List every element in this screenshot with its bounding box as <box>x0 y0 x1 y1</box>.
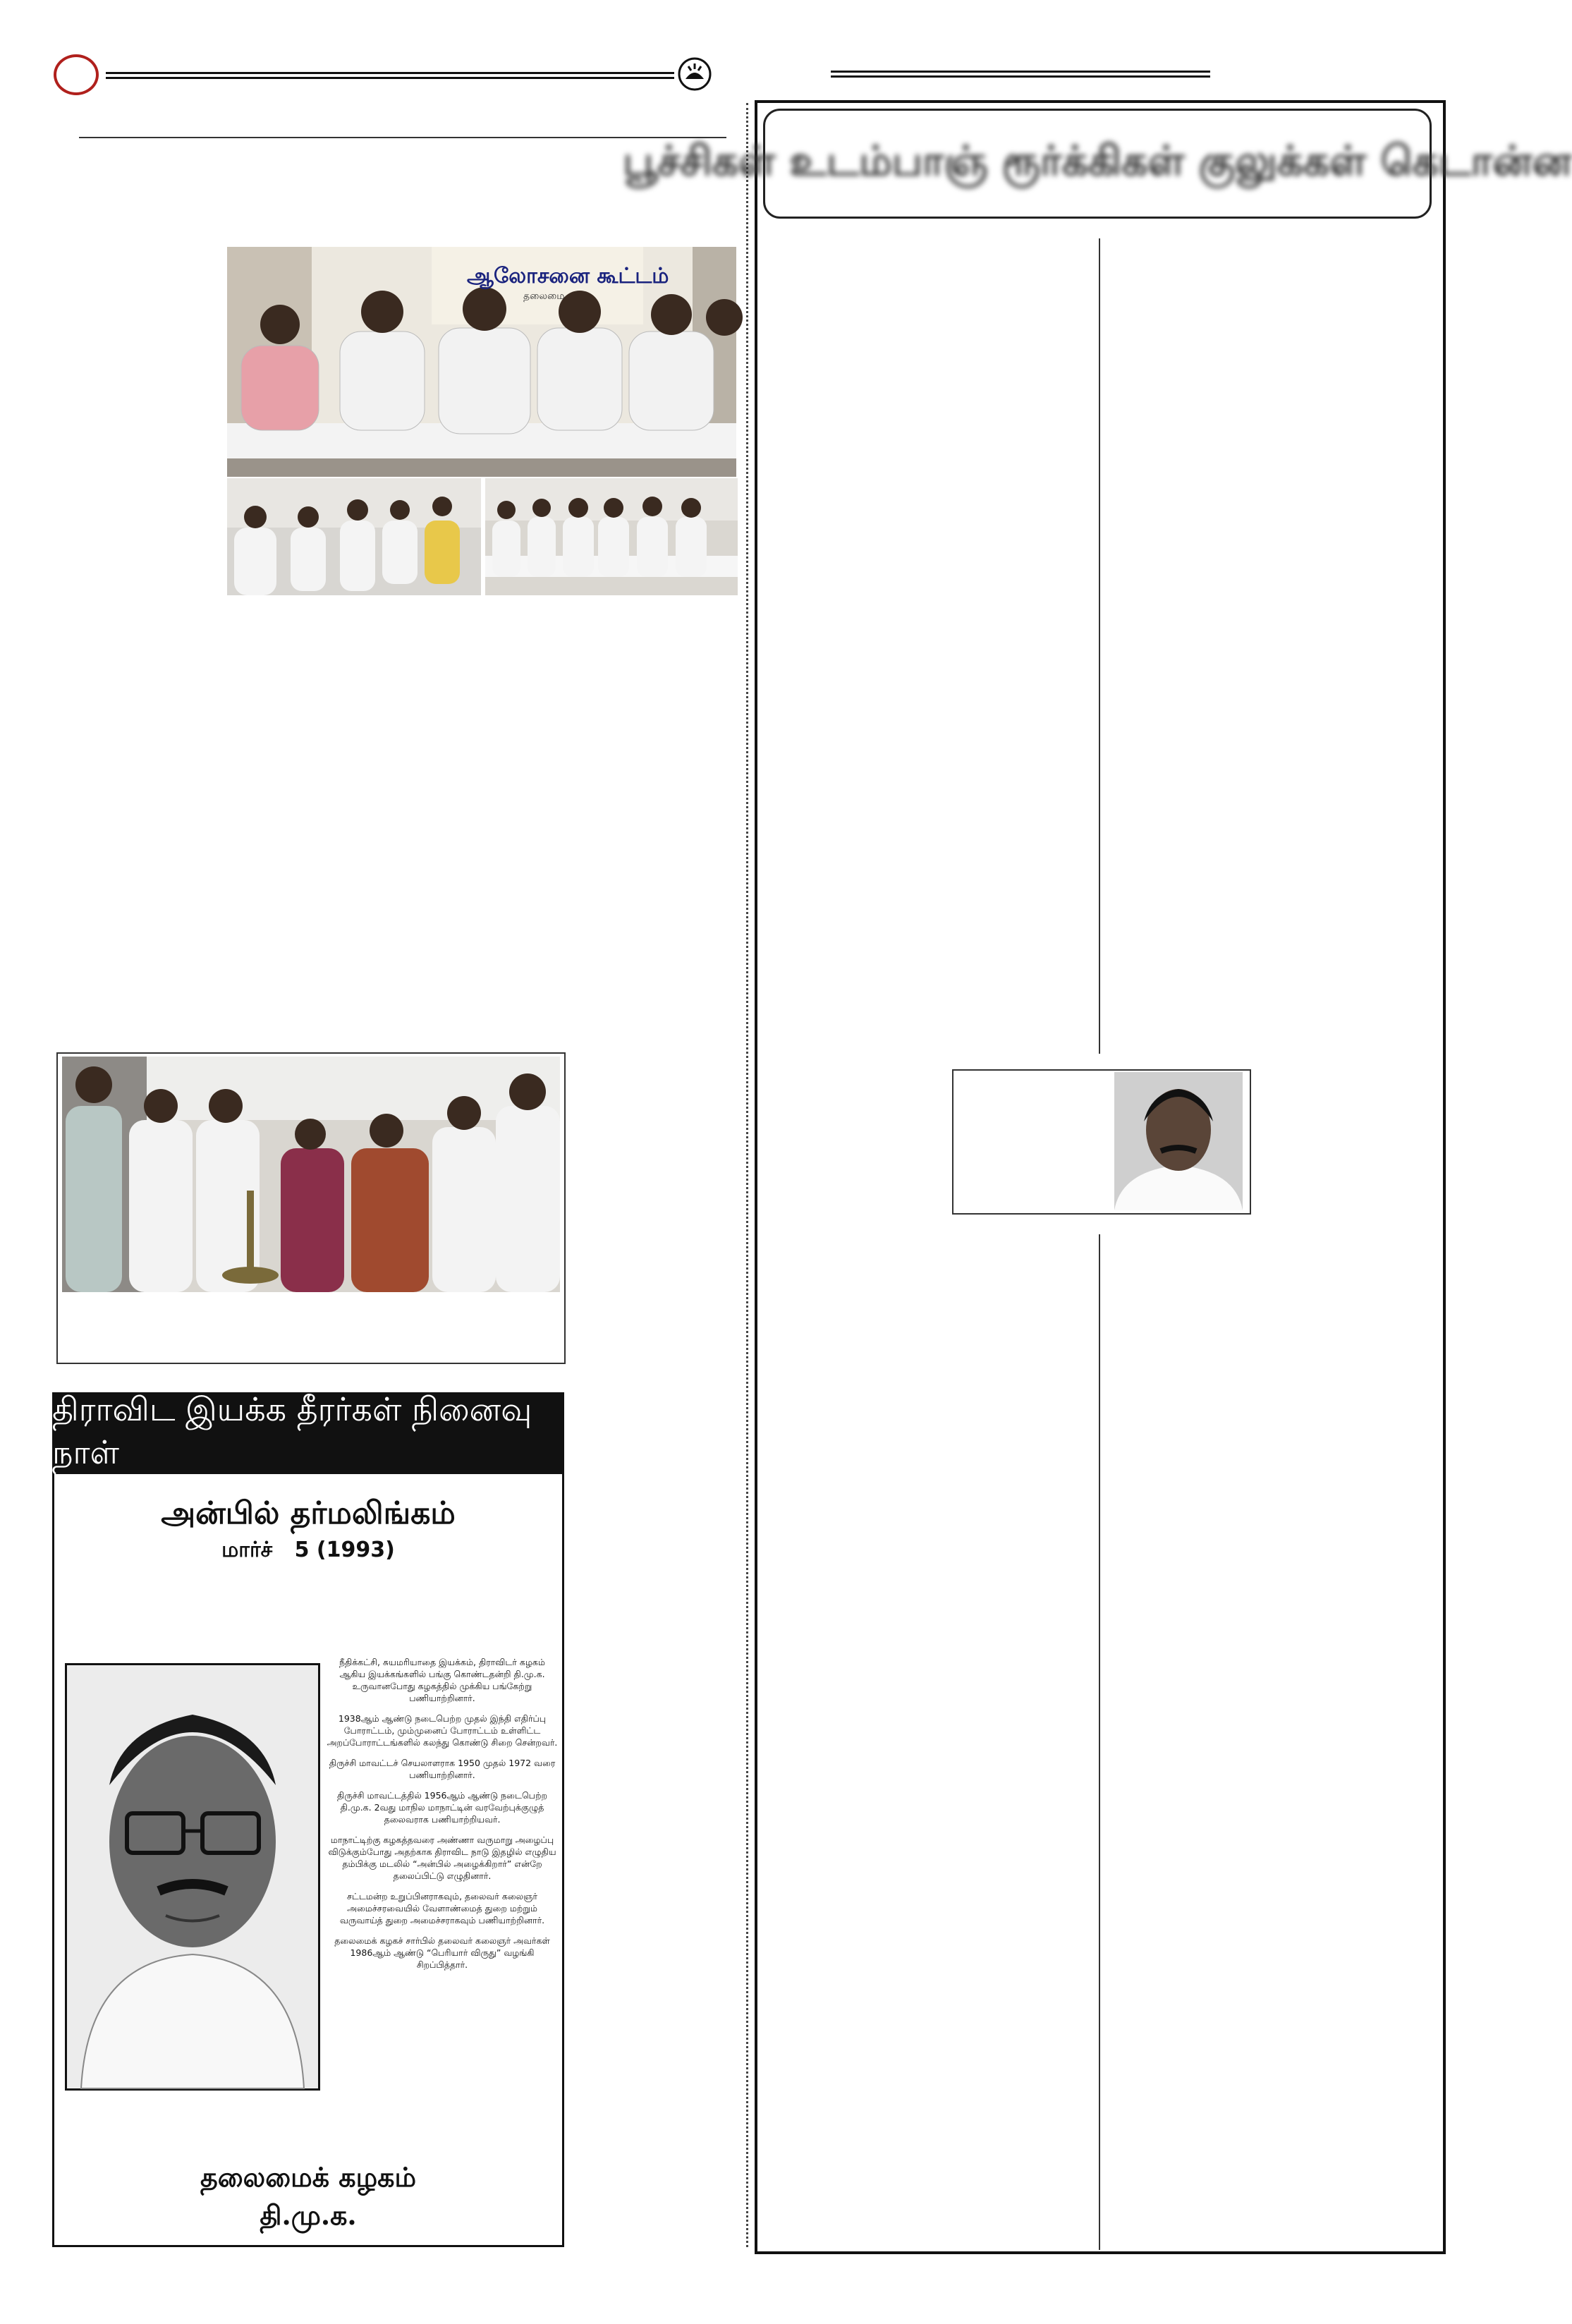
right-header-rule <box>831 71 1210 78</box>
bio-paragraph: திருச்சி மாவட்டச் செயலாளராக 1950 முதல் 1972 வரை பணியாற்றினார். <box>329 1758 556 1780</box>
memorial-sign-2: தி.மு.க. <box>260 2199 357 2231</box>
meeting-banner-subline: தலைமை <box>523 291 565 302</box>
meeting-banner-headline: ஆலோசனை கூட்டம் <box>467 264 669 288</box>
memorial-banner-text: திராவிட இயக்க தீரர்கள் நினைவு நாள் <box>52 1390 532 1471</box>
lamp-lighting-photo <box>62 1057 560 1292</box>
memorial-banner <box>52 1392 564 1474</box>
right-column-divider-bottom <box>1099 1234 1100 2250</box>
memorial-bio <box>326 1656 559 1979</box>
meeting-photo-right <box>485 478 738 595</box>
masthead-rule <box>106 72 674 79</box>
page-marker-icon <box>54 54 99 95</box>
bio-paragraph: 1938ஆம் ஆண்டு நடைபெற்ற முதல் இந்தி எதிர்ப்பு போராட்டம், மும்முனைப் போராட்டம் உள்ளிட்ட அறப்போராட்டங்களில் கலந்து கொண்டு சிறை சென்றவர். <box>327 1713 558 1748</box>
bio-paragraph: சட்டமன்ற உறுப்பினராகவும், தலைவர் கலைஞர் அமைச்சரவையில் வேளாண்மைத் துறை மற்றும் வருவாய்த் துறை அமைச்சராகவும் பணியாற்றினார். <box>339 1891 545 1925</box>
bio-paragraph: திருச்சி மாவட்டத்தில் 1956ஆம் ஆண்டு நடைபெற்ற தி.மு.க. 2வது மாநில மாநாட்டின் வரவேற்புக்குழுத் தலைவராக பணியாற்றியவர். <box>336 1790 548 1825</box>
column-dotted-separator <box>746 103 748 2247</box>
right-title-box <box>623 109 1572 219</box>
memorial-sign-1: தலைமைக் கழகம் <box>200 2161 417 2193</box>
bio-paragraph: மாநாட்டிற்கு கழகத்தவரை அண்ணா வருமாறு அழைப்பு விடுக்கும்போது அதற்காக திராவிட நாடு இதழில் எழுதிய தம்பிக்கு மடலில் “அன்பில் அழைக்கிறார்” என்றே தலைப்பிட்டு எழுதினார். <box>328 1835 556 1881</box>
bio-paragraph: நீதிக்கட்சி, சுயமரியாதை இயக்கம், திராவிடர் கழகம் ஆகிய இயக்கங்களில் பங்கு கொண்டதன்றி தி.மு.க. உருவானபோது கழகத்தில் முக்கிய பங்கேற்று பணியாற்றினார். <box>339 1657 545 1703</box>
memorial-portrait <box>65 1663 320 2091</box>
meeting-photo-main <box>227 247 736 477</box>
memorial-name: அன்பில் தர்மலிங்கம் <box>161 1495 456 1531</box>
memorial-date: மார்ச் 5 (1993) <box>221 1538 395 1562</box>
bio-paragraph: தலைமைக் கழகச் சார்பில் தலைவர் கலைஞர் அவர்கள் 1986ஆம் ஆண்டு “பெரியார் விருது” வழங்கி சிறப்பித்தார். <box>334 1935 550 1970</box>
meeting-photo-left <box>227 478 481 595</box>
right-column-divider-top <box>1099 238 1100 1054</box>
right-title-text: பூச்சிகள் உடம்பாஞ் ரூர்க்கிகள் குலுக்கள் கெடான்ன <box>623 137 1572 185</box>
rising-sun-emblem-icon <box>677 56 712 92</box>
inset-portrait <box>1114 1072 1243 1210</box>
